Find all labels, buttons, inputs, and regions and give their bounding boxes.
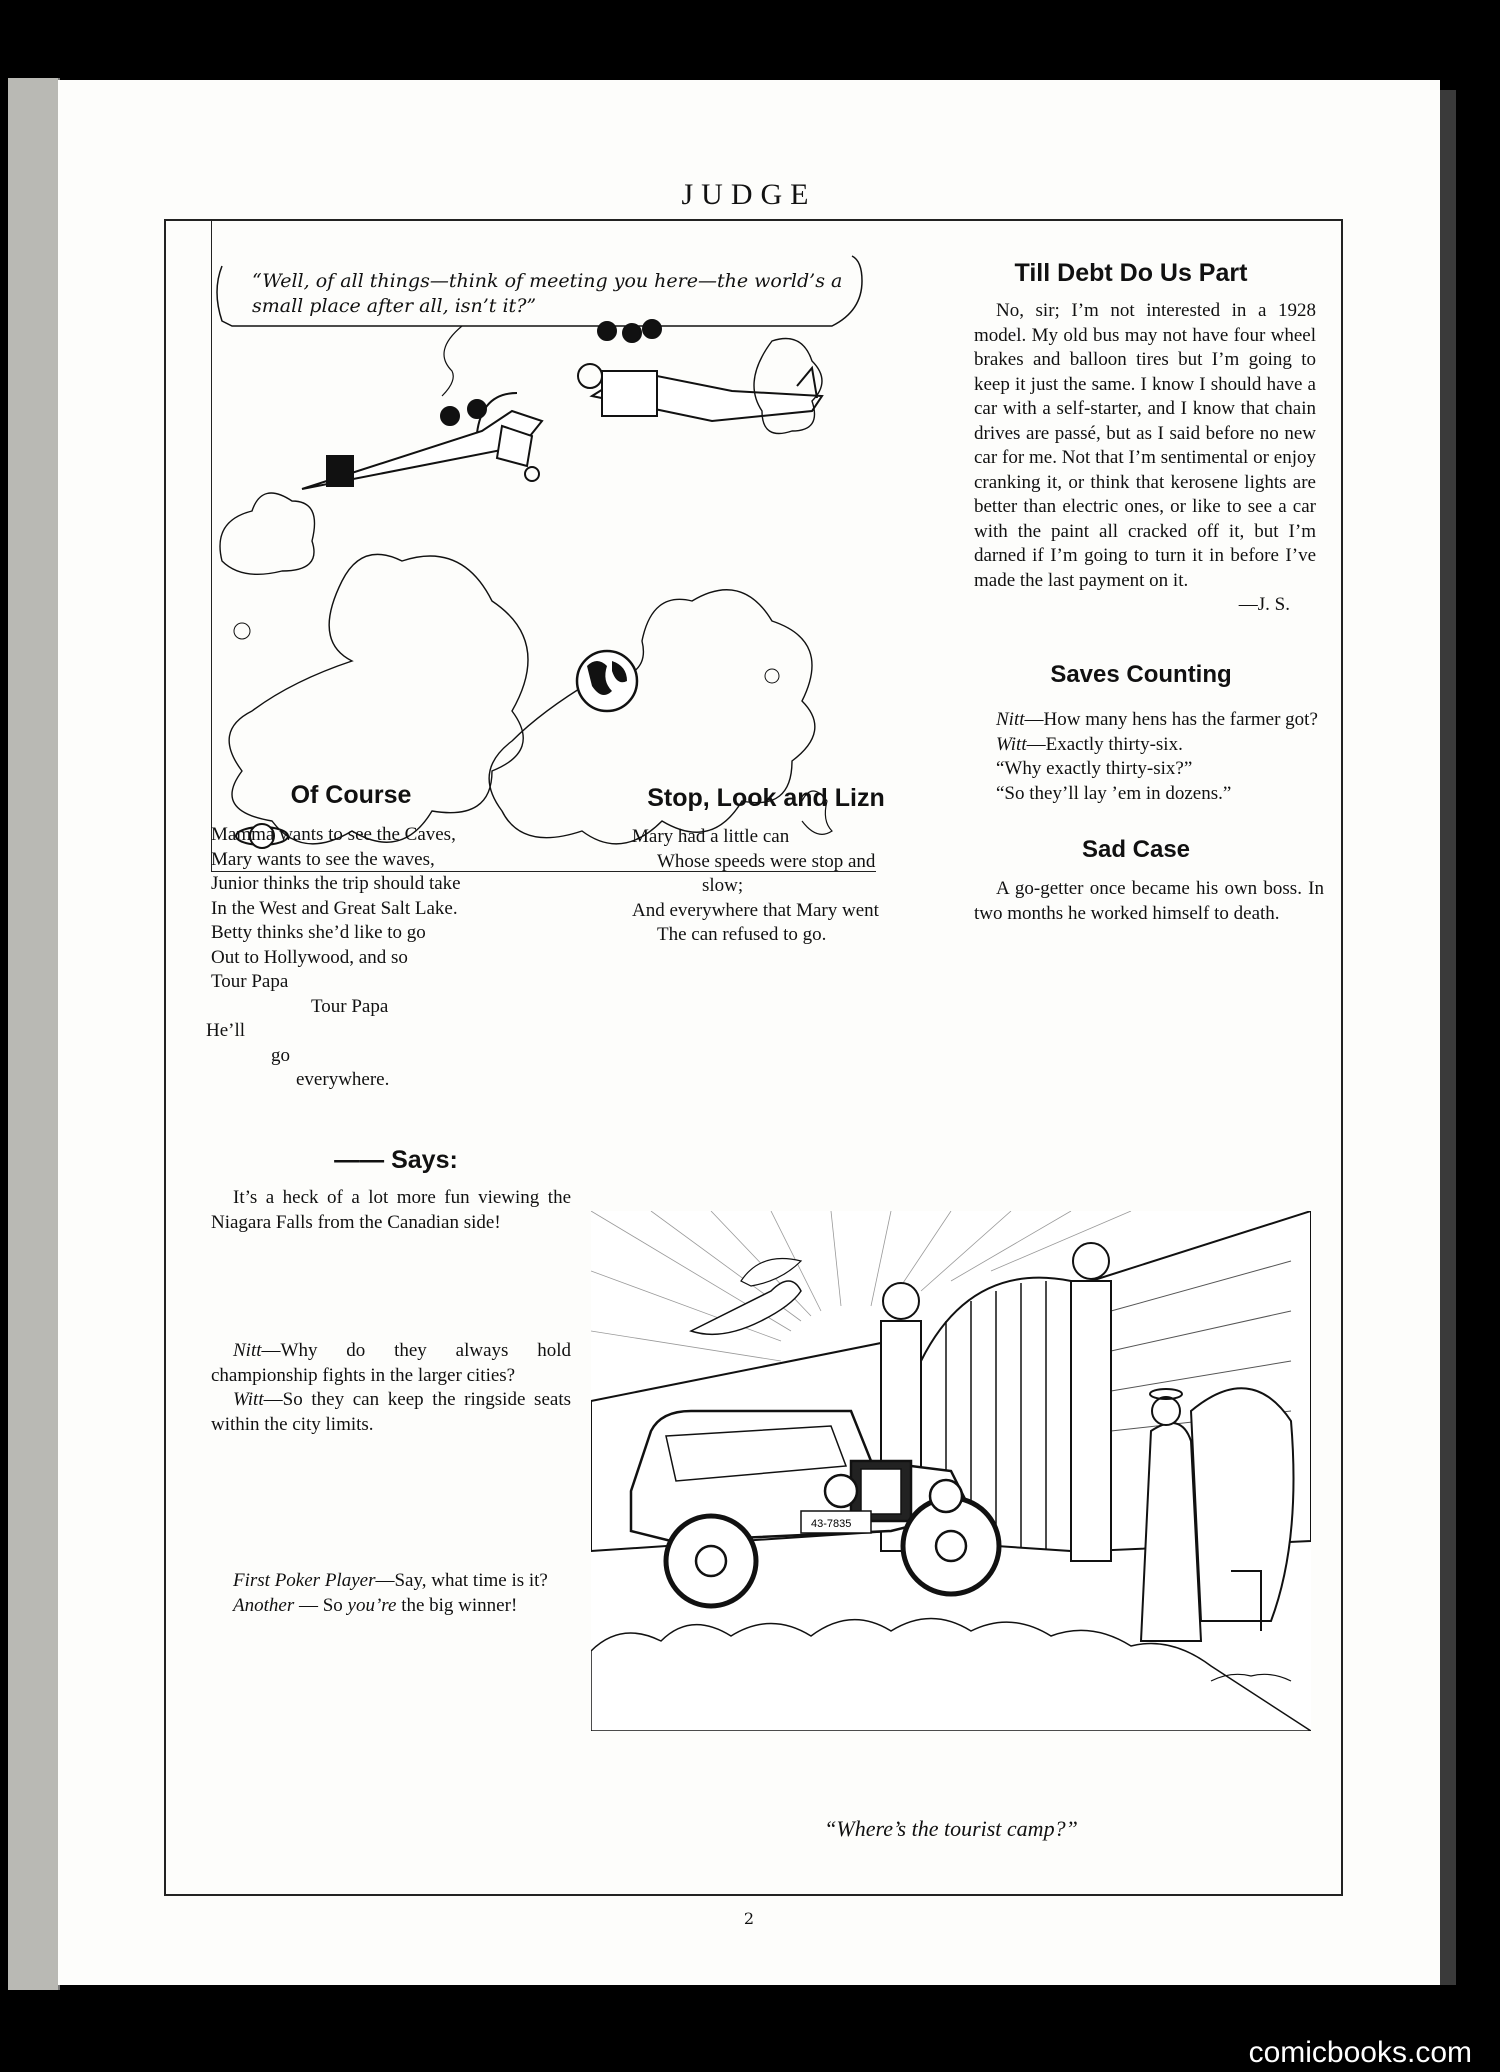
poem-line: Tour Papa bbox=[311, 995, 389, 1017]
championship-line-1: —Why do they always hold championship fights in the larger cities? bbox=[211, 1340, 571, 1386]
of-course-poem bbox=[206, 823, 571, 1093]
till-debt-body bbox=[974, 299, 1316, 618]
till-debt-signature: —J. S. bbox=[1238, 594, 1290, 615]
globe-icon bbox=[577, 651, 637, 711]
page-number: 2 bbox=[743, 1909, 755, 1928]
stop-look-poem bbox=[632, 825, 992, 948]
says-paragraph: It’s a heck of a lot more fun viewing the Niagara Falls from the Canadian side! bbox=[211, 1187, 571, 1233]
masthead: JUDGE bbox=[681, 178, 817, 211]
poker-line-2a: — So bbox=[294, 1594, 348, 1616]
says-body bbox=[211, 1186, 571, 1235]
tourist-camp-cartoon bbox=[591, 1211, 1311, 1731]
speaker-first-poker-player: First Poker Player bbox=[233, 1570, 376, 1591]
speaker-another: Another bbox=[233, 1594, 295, 1616]
of-course-heading: Of Course bbox=[290, 781, 412, 809]
content-frame bbox=[164, 219, 1343, 1896]
till-debt-heading: Till Debt Do Us Part bbox=[1014, 259, 1248, 287]
saves-counting-heading: Saves Counting bbox=[1050, 661, 1232, 688]
poem-line: Tour Papa bbox=[211, 971, 289, 992]
poker-joke bbox=[211, 1569, 571, 1618]
poem-line: In the West and Great Salt Lake. bbox=[211, 897, 458, 919]
poem-line: Mary had a little can bbox=[632, 826, 790, 847]
saves-line-2: —Exactly thirty-six. bbox=[1026, 733, 1183, 755]
saint-peter-figure bbox=[1141, 1388, 1294, 1641]
poem-line: everywhere. bbox=[296, 1069, 390, 1090]
watermark: comicbooks.com bbox=[1248, 2036, 1472, 2069]
airplane-cartoon bbox=[211, 221, 876, 872]
poem-line: Junior thinks the trip should take bbox=[211, 873, 461, 894]
saves-line-1: —How many hens has the farmer got? bbox=[1024, 709, 1318, 730]
speaker-witt: Witt bbox=[996, 733, 1027, 755]
saves-line-3: “Why exactly thirty-six?” bbox=[996, 758, 1193, 779]
speaker-witt: Witt bbox=[233, 1389, 264, 1410]
airplane-cartoon-drawing bbox=[212, 221, 876, 871]
magazine-page bbox=[58, 80, 1440, 1985]
says-heading: —— Says: bbox=[334, 1146, 458, 1174]
tourist-camp-drawing bbox=[591, 1211, 1311, 1731]
stop-look-heading: Stop, Look and Lizn bbox=[647, 784, 885, 812]
championship-line-2: —So they can keep the ringside seats within the city limits. bbox=[211, 1389, 571, 1435]
poem-line: Mary wants to see the waves, bbox=[211, 848, 435, 870]
license-plate: 43-7835 bbox=[811, 1518, 852, 1530]
poem-line: Mamma wants to see the Caves, bbox=[211, 824, 456, 845]
poker-line-2b: the big winner! bbox=[396, 1594, 518, 1616]
poem-line: Betty thinks she’d like to go bbox=[211, 922, 426, 943]
poker-emphasis: you’re bbox=[347, 1594, 397, 1616]
sad-case-body bbox=[974, 877, 1324, 926]
right-airplane bbox=[578, 320, 822, 421]
poem-line: Whose speeds were stop and bbox=[657, 850, 876, 872]
poem-line: slow; bbox=[702, 875, 744, 896]
book-binding-left bbox=[8, 78, 60, 1990]
flying-angel bbox=[691, 1281, 801, 1334]
speaker-nitt: Nitt bbox=[996, 709, 1025, 730]
poem-line: And everywhere that Mary went bbox=[632, 899, 879, 921]
poem-line: Out to Hollywood, and so bbox=[211, 946, 408, 968]
left-airplane bbox=[302, 393, 542, 489]
sad-case-heading: Sad Case bbox=[1081, 836, 1191, 863]
poem-line: He’ll bbox=[206, 1020, 246, 1041]
poem-line: go bbox=[271, 1044, 290, 1066]
saves-counting-body bbox=[974, 708, 1324, 806]
speech-bubble-text: “Well, of all things—think of meeting you here—the world’s a small place after all, isn’t it?” bbox=[252, 270, 843, 317]
book-binding-right bbox=[1440, 90, 1456, 1985]
poem-line: The can refused to go. bbox=[657, 924, 827, 945]
saves-line-4: “So they’ll lay ’em in dozens.” bbox=[996, 782, 1232, 804]
sad-case-paragraph: A go-getter once became his own boss. In two months he worked himself to death. bbox=[974, 878, 1324, 924]
speaker-nitt: Nitt bbox=[233, 1340, 262, 1361]
championship-joke bbox=[211, 1339, 571, 1437]
till-debt-paragraph: No, sir; I’m not interested in a 1928 model. My old bus may not have four wheel brakes and balloon tires but I’m going to keep it just the same. I know I should have a car with a self-starter, and I know that chain drives are passé, but as I said before no new car for me. Not that I’m sentimental or enjoy cranking it, or think that kerosene lights are better than electric ones, or like to see a car with the paint all cracked off it, but I’m darned if I’m going to turn it in before I’ve made the last payment on it. bbox=[974, 300, 1316, 591]
poker-line-1: —Say, what time is it? bbox=[375, 1570, 548, 1591]
cartoon-caption: “Where’s the tourist camp?” bbox=[824, 1816, 1078, 1841]
